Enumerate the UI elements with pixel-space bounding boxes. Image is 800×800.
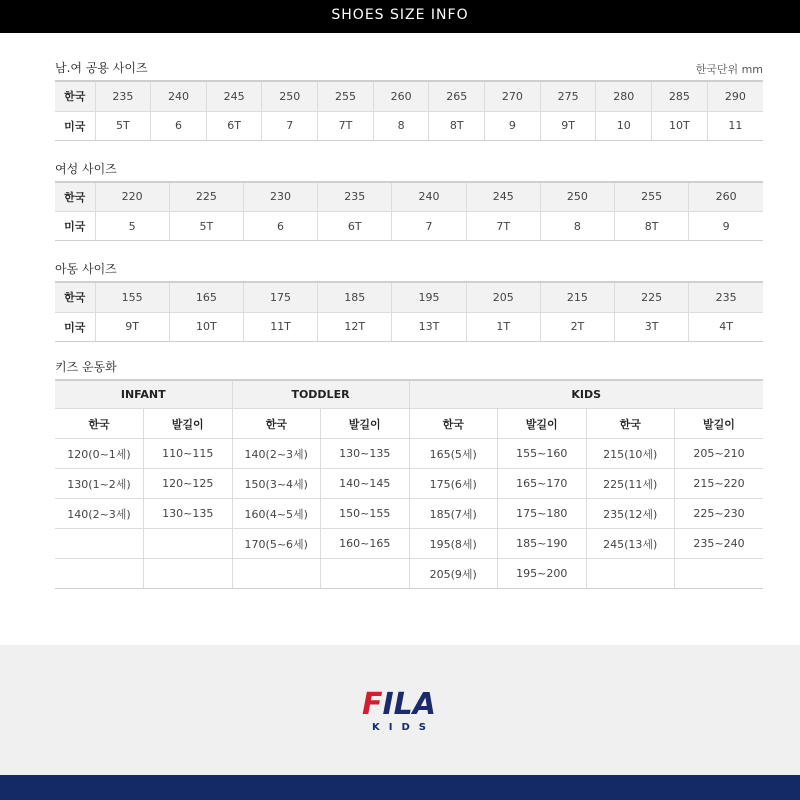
table-cell	[144, 529, 233, 559]
table-cell: 150(3~4세)	[232, 469, 321, 499]
table-cell: 120(0~1세)	[55, 439, 144, 469]
size-cell: 5	[95, 212, 169, 241]
size-cell: 245	[206, 81, 262, 111]
women-section-header	[55, 156, 763, 181]
table-cell: 175~180	[498, 499, 587, 529]
size-cell: 265	[429, 81, 485, 111]
table-cell: 120~125	[144, 469, 233, 499]
page-title: SHOES SIZE INFO	[331, 7, 469, 23]
size-cell: 235	[95, 81, 151, 111]
table-cell: 225(11세)	[586, 469, 675, 499]
group-toddler: TODDLER	[232, 380, 409, 409]
group-kids: KIDS	[409, 380, 763, 409]
group-infant: INFANT	[55, 380, 232, 409]
table-cell: 205~210	[675, 439, 764, 469]
size-cell: 185	[318, 282, 392, 312]
kids-shoes-table	[55, 379, 763, 590]
table-row	[55, 529, 763, 559]
sub-header-row	[55, 409, 763, 439]
table-cell: 245(13세)	[586, 529, 675, 559]
size-cell: 11T	[243, 312, 317, 341]
kids-shoes-title: 키즈 운동화	[55, 359, 117, 374]
kr-row	[55, 282, 763, 312]
kr-row	[55, 182, 763, 212]
size-cell: 240	[392, 182, 466, 212]
size-cell: 10T	[652, 111, 708, 140]
us-row	[55, 312, 763, 341]
table-cell: 165(5세)	[409, 439, 498, 469]
logo-wordmark: FILA	[362, 687, 436, 722]
size-cell: 5T	[169, 212, 243, 241]
table-cell	[586, 559, 675, 589]
table-cell: 160(4~5세)	[232, 499, 321, 529]
size-cell: 9	[689, 212, 763, 241]
size-cell: 245	[466, 182, 540, 212]
sub-header: 발길이	[498, 409, 587, 439]
size-cell: 155	[95, 282, 169, 312]
unisex-size-table	[55, 80, 763, 141]
size-cell: 235	[318, 182, 392, 212]
size-cell: 205	[466, 282, 540, 312]
women-size-table	[55, 181, 763, 242]
size-cell: 8	[373, 111, 429, 140]
us-label: 미국	[55, 111, 95, 140]
us-label: 미국	[55, 312, 95, 341]
size-cell: 275	[540, 81, 596, 111]
size-cell: 6T	[206, 111, 262, 140]
table-cell: 195(8세)	[409, 529, 498, 559]
child-size-table	[55, 281, 763, 342]
child-title: 아동 사이즈	[55, 262, 117, 276]
table-cell	[321, 559, 410, 589]
table-cell: 235(12세)	[586, 499, 675, 529]
table-cell: 140(2~3세)	[232, 439, 321, 469]
us-row	[55, 212, 763, 241]
kr-label: 한국	[55, 282, 95, 312]
table-cell: 130(1~2세)	[55, 469, 144, 499]
sub-header: 한국	[409, 409, 498, 439]
table-cell: 110~115	[144, 439, 233, 469]
size-cell: 175	[243, 282, 317, 312]
size-cell: 1T	[466, 312, 540, 341]
sub-header: 발길이	[144, 409, 233, 439]
size-cell: 250	[540, 182, 614, 212]
table-cell: 175(6세)	[409, 469, 498, 499]
unisex-section-header	[55, 55, 763, 80]
size-cell: 255	[318, 81, 374, 111]
size-cell: 225	[169, 182, 243, 212]
sub-header: 발길이	[675, 409, 764, 439]
size-cell: 230	[243, 182, 317, 212]
sub-header: 한국	[586, 409, 675, 439]
size-content	[55, 55, 763, 589]
size-cell: 4T	[689, 312, 763, 341]
unit-label: 한국단위 mm	[695, 63, 763, 76]
size-cell: 9T	[95, 312, 169, 341]
size-cell: 250	[262, 81, 318, 111]
size-cell: 6	[151, 111, 207, 140]
table-cell	[55, 529, 144, 559]
table-cell: 165~170	[498, 469, 587, 499]
size-cell: 235	[689, 282, 763, 312]
size-cell: 2T	[540, 312, 614, 341]
table-cell: 215~220	[675, 469, 764, 499]
table-row	[55, 469, 763, 499]
size-cell: 195	[392, 282, 466, 312]
table-cell: 150~155	[321, 499, 410, 529]
size-cell: 6T	[318, 212, 392, 241]
size-cell: 13T	[392, 312, 466, 341]
footer	[0, 645, 800, 775]
logo-subtext: KIDS	[372, 722, 435, 733]
bottom-bar	[0, 775, 800, 800]
kids-shoes-section-header	[55, 354, 763, 379]
kr-label: 한국	[55, 182, 95, 212]
size-cell: 215	[540, 282, 614, 312]
unisex-title: 남.여 공용 사이즈	[55, 61, 148, 75]
table-row	[55, 499, 763, 529]
size-cell: 280	[596, 81, 652, 111]
size-cell: 12T	[318, 312, 392, 341]
size-cell: 7T	[318, 111, 374, 140]
size-cell: 225	[615, 282, 689, 312]
table-cell: 215(10세)	[586, 439, 675, 469]
size-cell: 11	[707, 111, 763, 140]
size-cell: 3T	[615, 312, 689, 341]
table-cell: 170(5~6세)	[232, 529, 321, 559]
size-cell: 260	[373, 81, 429, 111]
table-cell: 130~135	[321, 439, 410, 469]
kr-label: 한국	[55, 81, 95, 111]
fila-kids-logo	[362, 687, 452, 735]
table-cell: 155~160	[498, 439, 587, 469]
us-row	[55, 111, 763, 140]
table-row	[55, 559, 763, 589]
size-cell: 6	[243, 212, 317, 241]
sub-header: 한국	[232, 409, 321, 439]
size-cell: 8T	[615, 212, 689, 241]
size-cell: 270	[485, 81, 541, 111]
size-cell: 8T	[429, 111, 485, 140]
size-cell: 7T	[466, 212, 540, 241]
size-cell: 165	[169, 282, 243, 312]
table-cell: 185(7세)	[409, 499, 498, 529]
table-row	[55, 439, 763, 469]
table-cell: 185~190	[498, 529, 587, 559]
women-title: 여성 사이즈	[55, 161, 117, 176]
size-cell: 255	[615, 182, 689, 212]
us-label: 미국	[55, 212, 95, 241]
size-cell: 8	[540, 212, 614, 241]
size-cell: 290	[707, 81, 763, 111]
child-section-header	[55, 256, 763, 281]
table-cell: 205(9세)	[409, 559, 498, 589]
size-cell: 10	[596, 111, 652, 140]
table-cell: 140~145	[321, 469, 410, 499]
sub-header: 한국	[55, 409, 144, 439]
table-cell	[55, 559, 144, 589]
sub-header: 발길이	[321, 409, 410, 439]
size-cell: 7	[392, 212, 466, 241]
size-cell: 285	[652, 81, 708, 111]
table-cell: 235~240	[675, 529, 764, 559]
table-cell: 225~230	[675, 499, 764, 529]
kr-row	[55, 81, 763, 111]
size-cell: 7	[262, 111, 318, 140]
size-cell: 260	[689, 182, 763, 212]
size-cell: 9T	[540, 111, 596, 140]
table-cell	[232, 559, 321, 589]
table-cell: 195~200	[498, 559, 587, 589]
size-cell: 5T	[95, 111, 151, 140]
group-header-row	[55, 380, 763, 409]
size-cell: 9	[485, 111, 541, 140]
page-header	[0, 0, 800, 33]
table-cell	[144, 559, 233, 589]
table-cell: 160~165	[321, 529, 410, 559]
size-cell: 240	[151, 81, 207, 111]
table-cell	[675, 559, 764, 589]
table-cell: 130~135	[144, 499, 233, 529]
size-cell: 10T	[169, 312, 243, 341]
size-cell: 220	[95, 182, 169, 212]
table-cell: 140(2~3세)	[55, 499, 144, 529]
